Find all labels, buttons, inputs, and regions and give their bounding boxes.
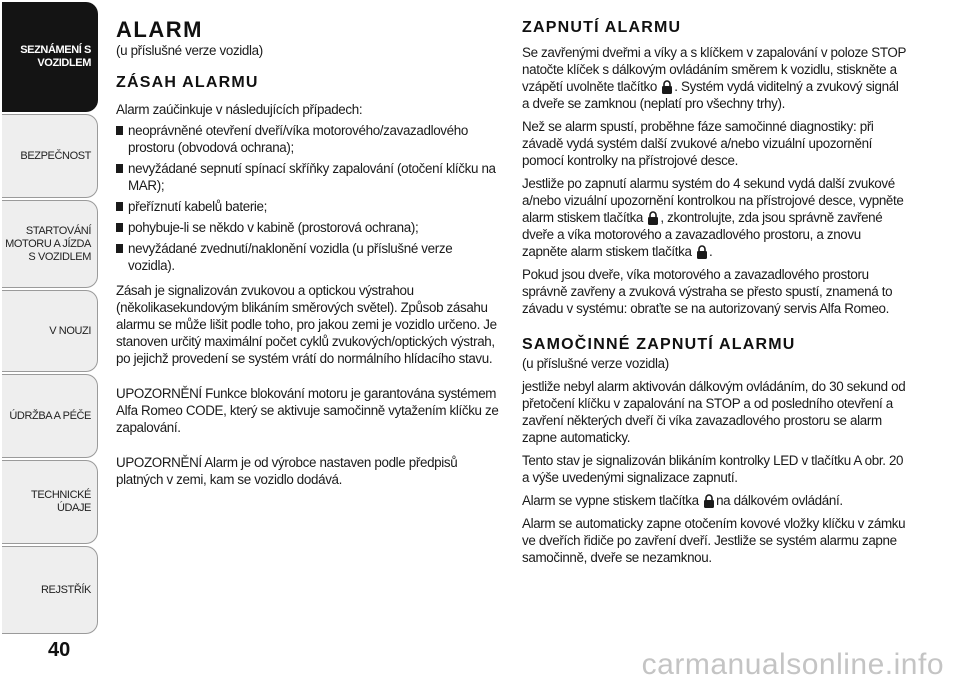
paragraph-led: Tento stav je signalizován blikáním kontrolky LED v tlačítku A obr. 20 a výše uvedenými signalizace zapnutí.	[522, 453, 904, 485]
right-column	[522, 18, 908, 566]
paragraph-upozorneni	[522, 175, 908, 260]
paragraph-zapnuti	[522, 44, 908, 112]
note-code: UPOZORNĚNÍ Funkce blokování motoru je garantována systémem Alfa Romeo CODE, který se aktivuje samočinně vytažením klíčku ze zapalování.	[116, 386, 499, 435]
list-item: nevyžádané sepnutí spínací skříňky zapalování (otočení klíčku na MAR);	[116, 160, 501, 194]
section-heading-zapnuti: ZAPNUTÍ ALARMU	[522, 19, 682, 36]
left-column	[116, 18, 501, 488]
paragraph-zasah: Zásah je signalizován zvukovou a optickou výstrahou (několikasekundovým blikáním směrových světel). Způsob zásahu alarmu se může lišit podle toho, pro jakou zemi je vozidlo určeno. Je stanoven určitý maximální počet cyklů zvukových/optických výstrah, po jejichž provedení se systém vrátí do normálního hlídacího stavu.	[116, 283, 497, 366]
paragraph-zavada: Pokud jsou dveře, víka motorového a zavazadlového prostoru správně zavřeny a zvuková výstraha se přesto spustí, znamená to závadu v systému: obraťte se na autorizovaný servis Alfa Romeo.	[522, 267, 893, 316]
subtitle-samocinne: (u příslušné verze vozidla)	[522, 356, 669, 371]
section-heading-zasah: ZÁSAH ALARMU	[116, 74, 259, 91]
text-segment: , zkontrolujte, zda jsou správně zavřené dveře a víka motorového a zavazadlového prostoru, a znovu zapněte alarm stiskem tlačítka	[522, 210, 883, 259]
text-segment: na dálkovém ovládání.	[716, 493, 843, 508]
tab-rejstrik[interactable]: REJSTŘÍK	[2, 546, 98, 634]
alarm-trigger-list	[116, 122, 501, 274]
paragraph-kovova-vlozka: Alarm se automaticky zapne otočením kovové vložky klíčku v zámku ve dveřích řidiče po zavření dveří. Jestliže se systém alarmu zapne samočinně, dveře se nezamknou.	[522, 516, 906, 565]
paragraph-automaticky: jestliže nebyl alarm aktivován dálkovým ovládáním, do 30 sekund od přetočení klíčku v zapalování na STOP a od posledního otevření a zavření některých dveří či víka zavazadlového prostoru se alarm zapne automaticky.	[522, 379, 906, 445]
list-item: nevyžádané zvednutí/naklonění vozidla (u příslušné verze vozidla).	[116, 240, 501, 274]
list-item: pohybuje-li se někdo v kabině (prostorová ochrana);	[116, 219, 501, 236]
watermark: carmanualsonline.info	[641, 648, 944, 681]
text-segment: Se zavřenými dveřmi a víky a s klíčkem v zapalování v poloze STOP natočte klíček s dálkovým ovládáním směrem k vozidlu, stiskněte a vzápětí uvolněte tlačítko	[522, 45, 906, 94]
tab-bezpecnost[interactable]: BEZPEČNOST	[2, 114, 98, 198]
lock-icon	[703, 494, 715, 508]
lock-icon	[696, 245, 708, 259]
list-item: přeříznutí kabelů baterie;	[116, 198, 501, 215]
tab-technicke-udaje[interactable]: TECHNICKÉ ÚDAJE	[2, 460, 98, 544]
list-item: neoprávněné otevření dveří/víka motorového/zavazadlového prostoru (obvodová ochrana);	[116, 122, 501, 156]
text-segment: Alarm se vypne stiskem tlačítka	[522, 493, 699, 508]
alarm-subtitle: (u příslušné verze vozidla)	[116, 43, 263, 58]
chapter-sidebar	[0, 0, 100, 640]
tab-seznameni[interactable]: SEZNÁMENÍ S VOZIDLEM	[2, 2, 98, 112]
paragraph-diagnostika: Než se alarm spustí, proběhne fáze samočinné diagnostiky: při závadě vydá systém další zvukové a/nebo vizuální upozornění pomocí kontrolky na přístrojové desce.	[522, 119, 874, 168]
text-segment: .	[708, 244, 713, 259]
intro-text: Alarm zaúčinkuje v následujících případech:	[116, 102, 363, 117]
tab-startovani[interactable]: STARTOVÁNÍ MOTORU A JÍZDA S VOZIDLEM	[2, 200, 98, 288]
text-segment: Jestliže po zapnutí alarmu systém do 4 sekund vydá další zvukové a/nebo vizuální upozornění kontrolkou na přístrojové desce, vypněte alarm stiskem tlačítka	[522, 176, 904, 225]
lock-icon	[661, 80, 673, 94]
alarm-title: ALARM	[116, 17, 203, 42]
text-segment: . Systém vydá viditelný a zvukový signál a dveře se zamknou (neplatí pro všechny trhy).	[522, 79, 899, 111]
tab-udrzba[interactable]: ÚDRŽBA A PÉČE	[2, 374, 98, 458]
tab-v-nouzi[interactable]: V NOUZI	[2, 290, 98, 372]
lock-icon	[647, 211, 659, 225]
paragraph-vypnuti	[522, 492, 908, 509]
note-factory: UPOZORNĚNÍ Alarm je od výrobce nastaven podle předpisů platných v zemi, kam se vozidlo dodává.	[116, 455, 458, 487]
section-heading-samocinne: SAMOČINNÉ ZAPNUTÍ ALARMU	[522, 336, 796, 353]
page-number: 40	[48, 639, 71, 661]
